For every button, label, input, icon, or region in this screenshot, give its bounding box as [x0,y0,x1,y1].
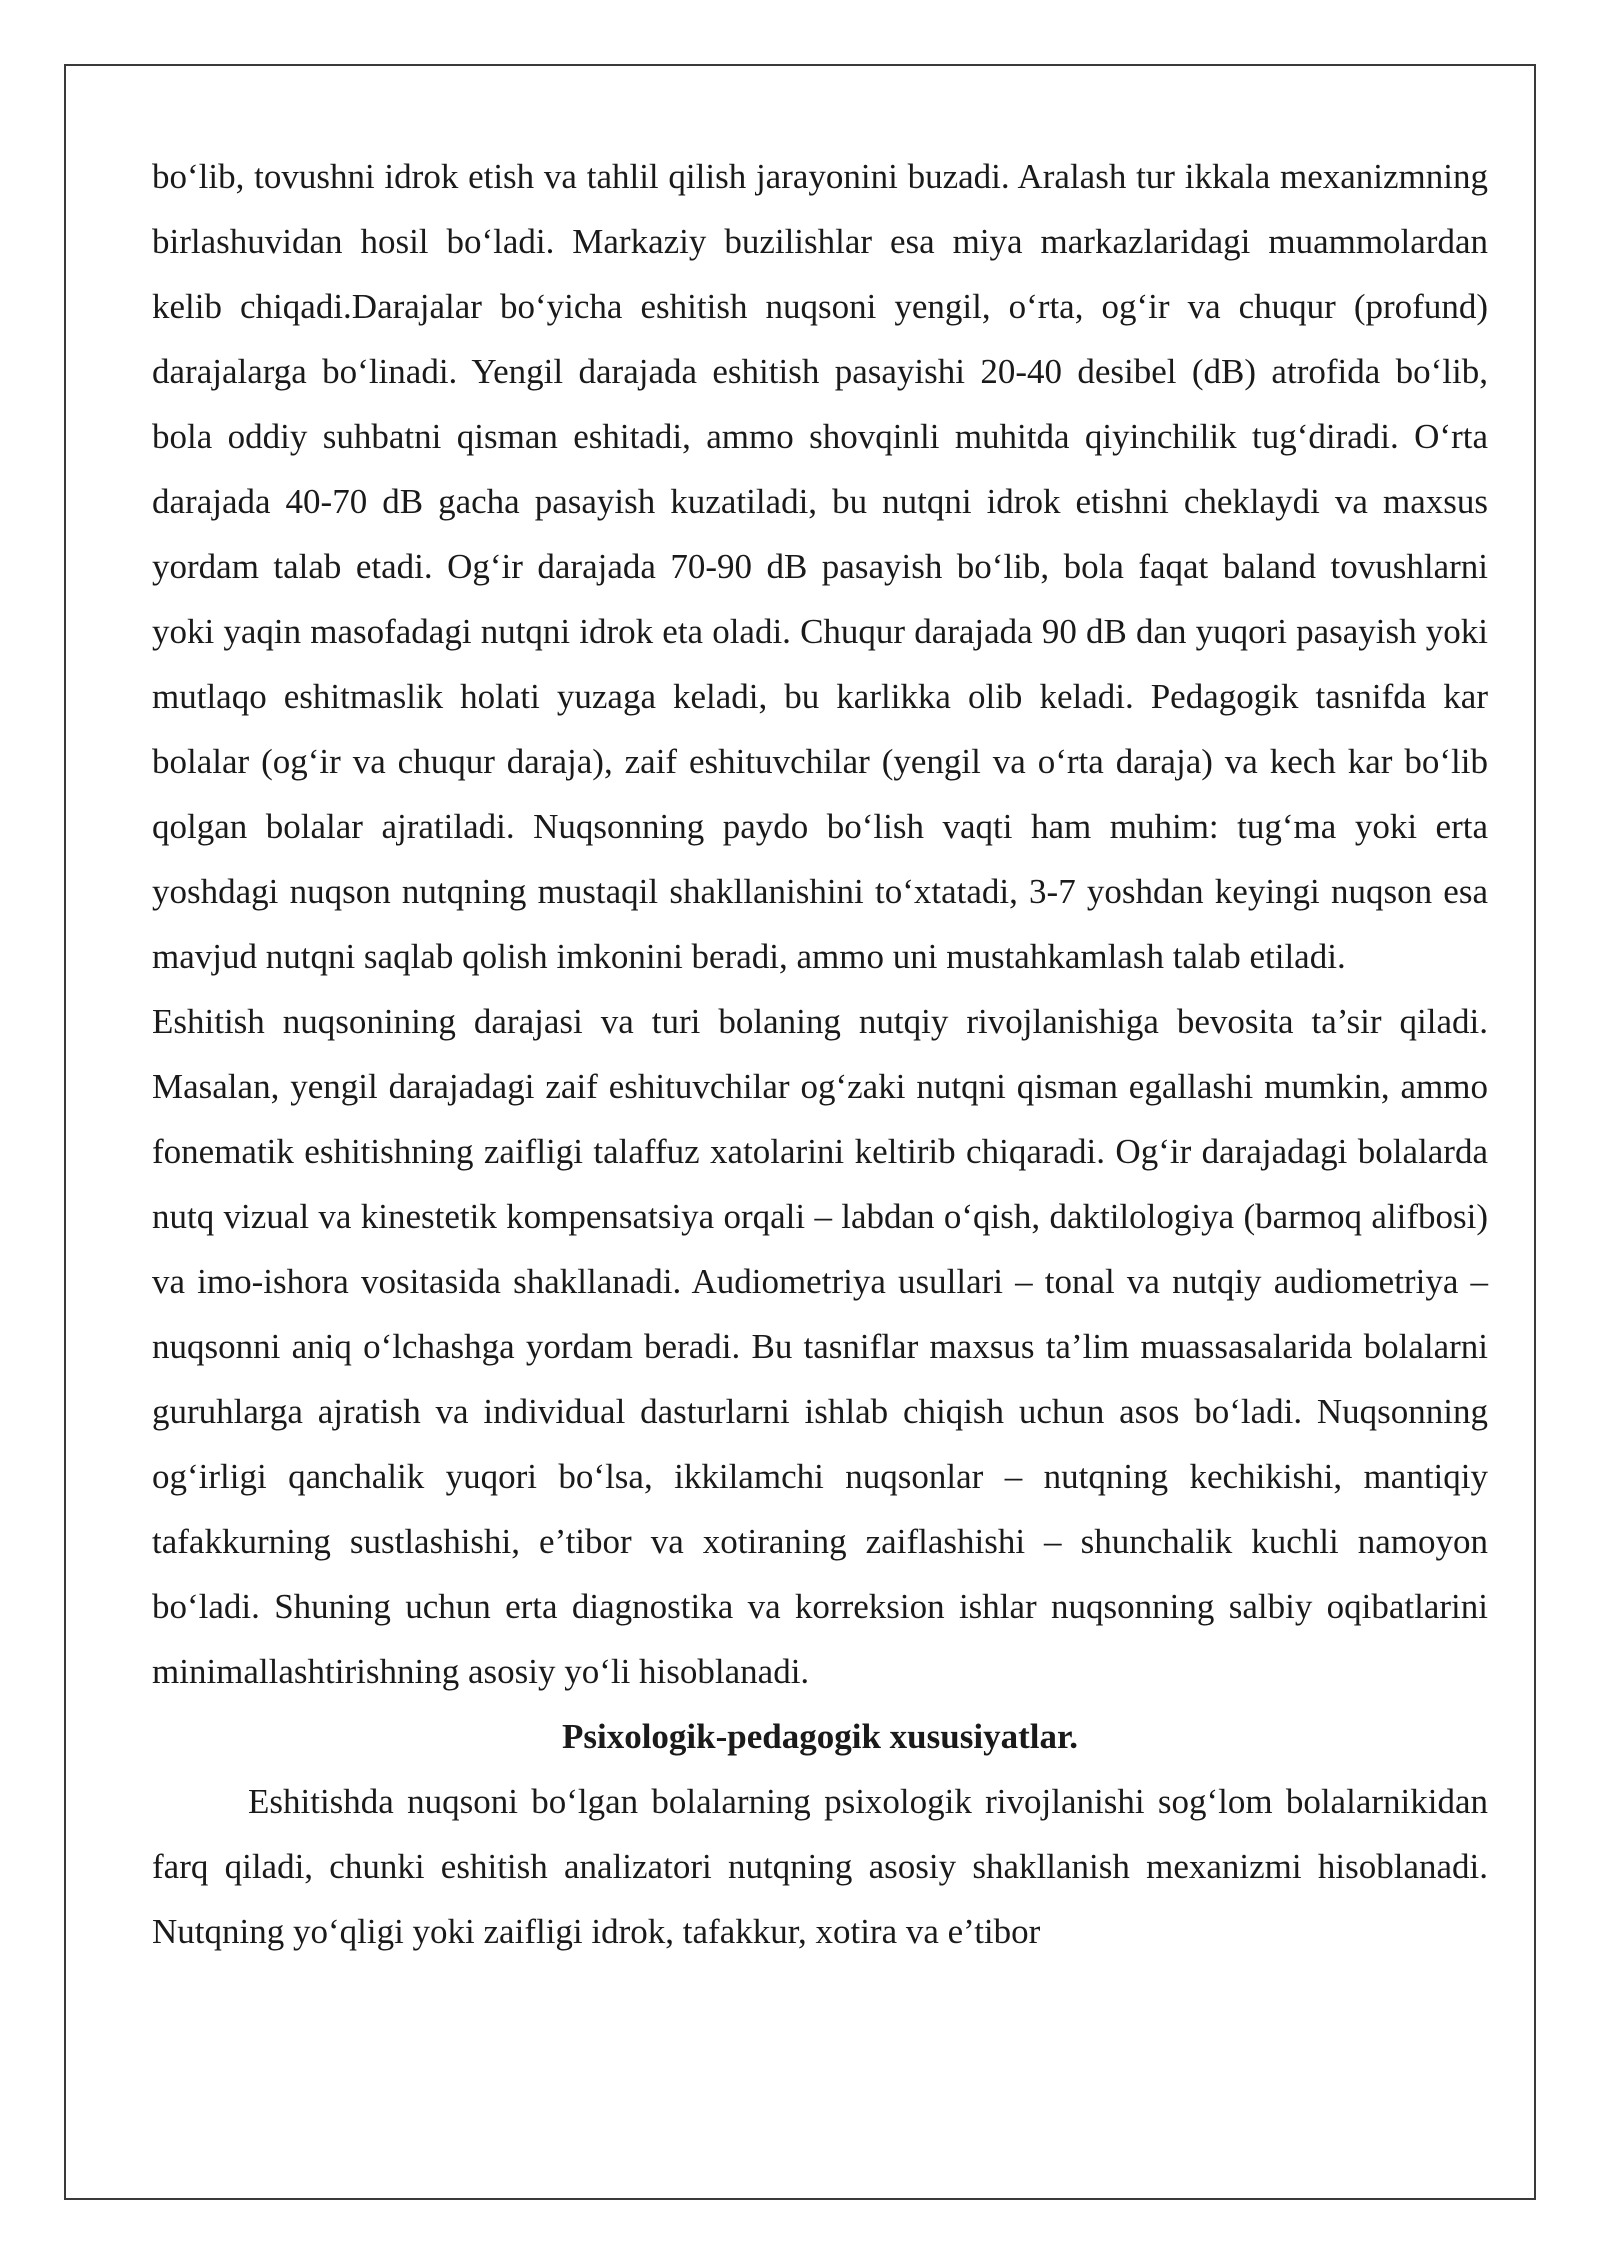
document-body [152,144,1488,1964]
section-paragraph: Eshitishda nuqsoni bo‘lgan bolalarning psixologik rivojlanishi sog‘lom bolalarnikidan farq qiladi, chunki eshitish analizatori nutqning asosiy shakllanish mexanizmi hisoblanadi. Nutqning yo‘qligi yoki zaifligi idrok, tafakkur, xotira va e’tibor [152,1782,1488,1951]
body-paragraph: Eshitish nuqsonining darajasi va turi bolaning nutqiy rivojlanishiga bevosita ta’sir qiladi. Masalan, yengil darajadagi zaif eshituvchilar og‘zaki nutqni qisman egallashi mumkin, ammo fonematik eshitishning zaifligi talaffuz xatolarini keltirib chiqaradi. Og‘ir darajadagi bolalarda nutq vizual va kinestetik kompensatsiya orqali – labdan o‘qish, daktilologiya (barmoq alifbosi) va imo-ishora vositasida shakllanadi. Audiometriya usullari – tonal va nutqiy audiometriya – nuqsonni aniq o‘lchashga yordam beradi. Bu tasniflar maxsus ta’lim muassasalarida bolalarni guruhlarga ajratish va individual dasturlarni ishlab chiqish uchun asos bo‘ladi. Nuqsonning og‘irligi qanchalik yuqori bo‘lsa, ikkilamchi nuqsonlar – nutqning kechikishi, mantiqiy tafakkurning sustlashishi, e’tibor va xotiraning zaiflashishi – shunchalik kuchli namoyon bo‘ladi. Shuning uchun erta diagnostika va korreksion ishlar nuqsonning salbiy oqibatlarini minimallashtirishning asosiy yo‘li hisoblanadi. [152,1002,1488,1691]
body-paragraph: bo‘lib, tovushni idrok etish va tahlil qilish jarayonini buzadi. Aralash tur ikkala mexanizmning birlashuvidan hosil bo‘ladi. Markaziy buzilishlar esa miya markazlaridagi muammolardan kelib chiqadi.Darajalar bo‘yicha eshitish nuqsoni yengil, o‘rta, og‘ir va chuqur (profund) darajalarga bo‘linadi. Yengil darajada eshitish pasayishi 20-40 desibel (dB) atrofida bo‘lib, bola oddiy suhbatni qisman eshitadi, ammo shovqinli muhitda qiyinchilik tug‘diradi. O‘rta darajada 40-70 dB gacha pasayish kuzatiladi, bu nutqni idrok etishni cheklaydi va maxsus yordam talab etadi. Og‘ir darajada 70-90 dB pasayish bo‘lib, bola faqat baland tovushlarni yoki yaqin masofadagi nutqni idrok eta oladi. Chuqur darajada 90 dB dan yuqori pasayish yoki mutlaqo eshitmaslik holati yuzaga keladi, bu karlikka olib keladi. Pedagogik tasnifda kar bolalar (og‘ir va chuqur daraja), zaif eshituvchilar (yengil va o‘rta daraja) va kech kar bo‘lib qolgan bolalar ajratiladi. Nuqsonning paydo bo‘lish vaqti ham muhim: tug‘ma yoki erta yoshdagi nuqson nutqning mustaqil shakllanishini to‘xtatadi, 3-7 yoshdan keyingi nuqson esa mavjud nutqni saqlab qolish imkonini beradi, ammo uni mustahkamlash talab etiladi. [152,157,1488,976]
section-heading: Psixologik-pedagogik xususiyatlar. [561,1717,1079,1756]
